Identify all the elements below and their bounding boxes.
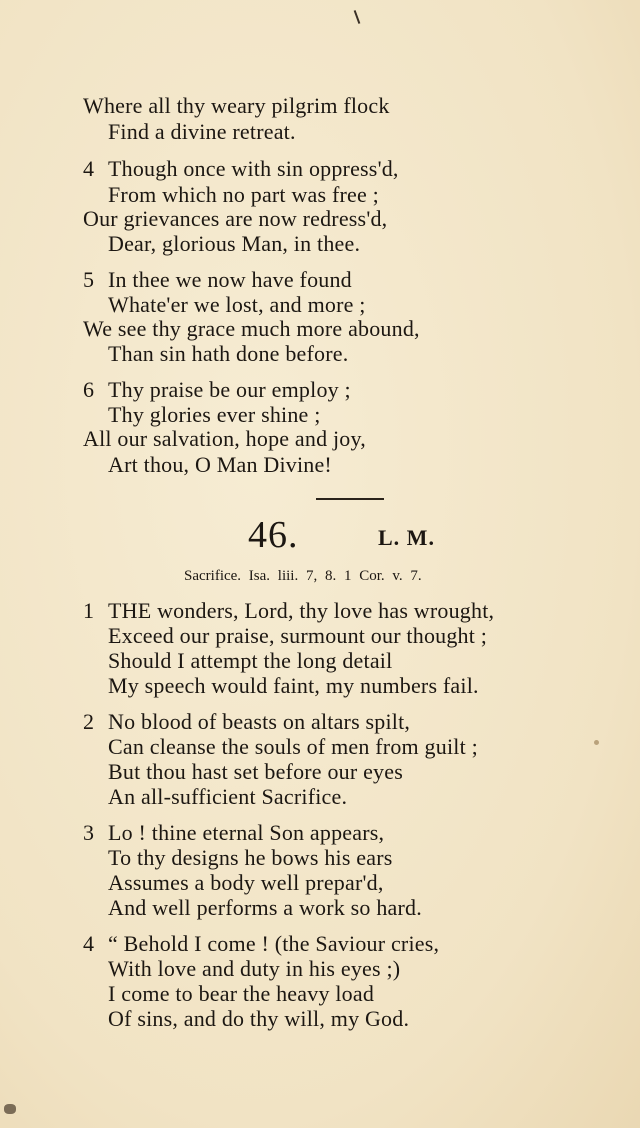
verse-line: In thee we now have found <box>108 267 352 292</box>
verse-line: Than sin hath done before. <box>108 341 349 366</box>
verse-line: I come to bear the heavy load <box>108 981 375 1006</box>
verse-line: Of sins, and do thy will, my God. <box>108 1006 410 1031</box>
verse-line: Can cleanse the souls of men from guilt ; <box>108 734 478 759</box>
verse-line: Find a divine retreat. <box>108 119 296 144</box>
verse-line: Thy glories ever shine ; <box>108 402 321 427</box>
stanza-number: 1 <box>83 598 94 623</box>
verse-line: Though once with sin oppress'd, <box>108 156 399 181</box>
stanza-number: 4 <box>83 156 94 181</box>
verse-line: Thy praise be our employ ; <box>108 377 351 402</box>
verse-line: “ Behold I come ! (the Saviour cries, <box>108 931 440 956</box>
verse-line: Assumes a body well prepar'd, <box>108 870 384 895</box>
verse-line: Exceed our praise, surmount our thought ; <box>108 623 488 648</box>
verse-line: Art thou, O Man Divine! <box>108 452 332 477</box>
stanza-number: 2 <box>83 709 94 734</box>
verse-line: And well performs a work so hard. <box>108 895 422 920</box>
stanza-number: 5 <box>83 267 94 292</box>
verse-line: Dear, glorious Man, in thee. <box>108 231 361 256</box>
verse-line: My speech would faint, my numbers fail. <box>108 673 479 698</box>
stanza-number: 3 <box>83 820 94 845</box>
verse-line: No blood of beasts on altars spilt, <box>108 709 411 734</box>
verse-line: Where all thy weary pilgrim flock <box>83 93 390 118</box>
ink-speck-top <box>354 10 361 24</box>
ink-speck-corner <box>4 1104 16 1114</box>
verse-line: All our salvation, hope and joy, <box>83 426 366 451</box>
stanza-number: 4 <box>83 931 94 956</box>
hymn-meter: L. M. <box>378 525 435 550</box>
verse-line: Whate'er we lost, and more ; <box>108 292 366 317</box>
hymn-subtitle: Sacrifice. Isa. liii. 7, 8. 1 Cor. v. 7. <box>184 568 422 584</box>
ink-speck-margin <box>594 740 599 745</box>
verse-line: Should I attempt the long detail <box>108 648 393 673</box>
verse-line: An all-sufficient Sacrifice. <box>108 784 348 809</box>
verse-line: Lo ! thine eternal Son appears, <box>108 820 385 845</box>
verse-line: From which no part was free ; <box>108 182 379 207</box>
stanza-number: 6 <box>83 377 94 402</box>
verse-line: Our grievances are now redress'd, <box>83 206 388 231</box>
verse-line: We see thy grace much more abound, <box>83 316 420 341</box>
verse-line: But thou hast set before our eyes <box>108 759 403 784</box>
verse-line: THE wonders, Lord, thy love has wrought, <box>108 598 495 623</box>
verse-line: With love and duty in his eyes ;) <box>108 956 401 981</box>
verse-line: To thy designs he bows his ears <box>108 845 393 870</box>
section-divider <box>316 498 384 500</box>
hymn-number: 46. <box>248 514 299 556</box>
